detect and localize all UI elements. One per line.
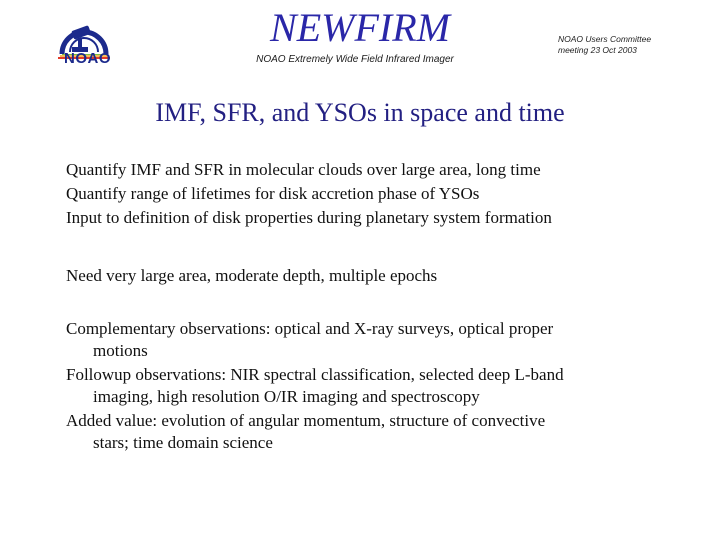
bullet-group-3	[66, 317, 666, 455]
slide-header-subtitle: NOAO Extremely Wide Field Infrared Imager	[256, 54, 454, 65]
bullet-line: Input to definition of disk properties during planetary system formation	[66, 208, 552, 227]
meeting-info	[558, 34, 698, 56]
bullet-line: Need very large area, moderate depth, multiple epochs	[66, 266, 438, 285]
slide-heading: IMF, SFR, and YSOs in space and time	[155, 98, 565, 127]
bullet-line-continuation: stars; time domain science	[93, 433, 273, 452]
bullet-line: Quantify range of lifetimes for disk accretion phase of YSOs	[66, 184, 480, 203]
meeting-line-2: meeting 23 Oct 2003	[558, 45, 637, 55]
bullet-line: Added value: evolution of angular momentum, structure of convective	[66, 411, 546, 430]
bullet-line-continuation: motions	[93, 341, 148, 360]
meeting-line-1: NOAO Users Committee	[558, 34, 652, 44]
bullet-line: Followup observations: NIR spectral classification, selected deep L-band	[66, 365, 564, 384]
bullet-group-1	[66, 158, 666, 230]
bullet-line: Quantify IMF and SFR in molecular clouds over large area, long time	[66, 160, 541, 179]
bullet-line: Complementary observations: optical and X-ray surveys, optical proper	[66, 319, 554, 338]
logo-text: NOAO	[64, 50, 111, 67]
bullet-line-continuation: imaging, high resolution O/IR imaging and spectroscopy	[93, 387, 480, 406]
bullet-group-2	[66, 264, 666, 288]
slide-header-title: NEWFIRM	[270, 5, 450, 50]
